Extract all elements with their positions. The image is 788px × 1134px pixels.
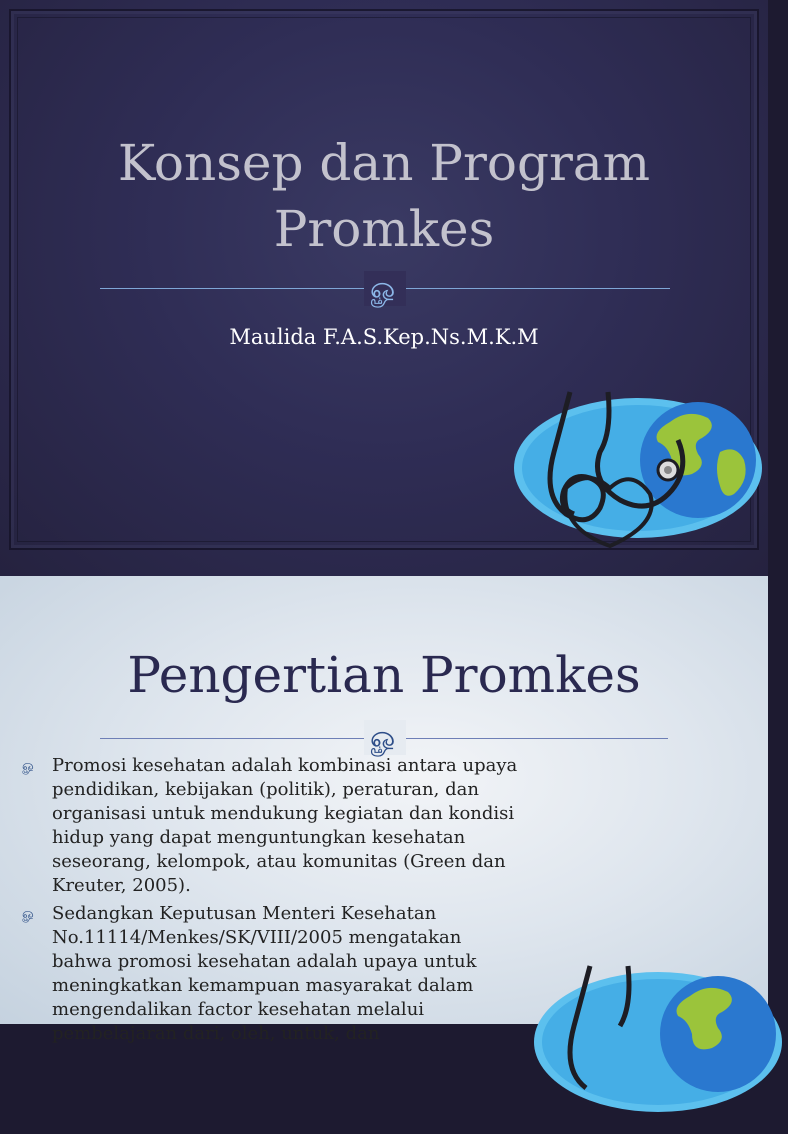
bullet-ornament-icon: ௐ [22, 758, 36, 774]
list-item [22, 754, 522, 898]
slide-title-line-1: Konsep dan Program [117, 134, 651, 192]
slide-title-line-2: Promkes [273, 200, 495, 258]
stethoscope-globe-icon [530, 966, 788, 1134]
stethoscope-globe-icon [510, 392, 768, 560]
slide-title: Pengertian Promkes [127, 646, 641, 704]
divider-ornament-icon: ௐ [352, 274, 418, 304]
bullet-list [22, 754, 522, 1050]
divider-ornament-icon: ௐ [352, 723, 418, 753]
title-slide [0, 0, 768, 576]
content-slide [0, 576, 768, 1044]
bullet-text: Promosi kesehatan adalah kombinasi antara upaya pendidikan, kebijakan (politik), peraturan, dan organisasi untuk mendukung kegiatan dan kondisi hidup yang dapat menguntungkan kesehatan seseorang, kelompok, atau komunitas (Green dan Kreuter, 2005). [52, 755, 518, 896]
list-item [22, 902, 522, 1046]
slide-title [0, 130, 768, 262]
bullet-ornament-icon: ௐ [22, 906, 36, 922]
bullet-text: Sedangkan Keputusan Menteri Kesehatan No.11114/Menkes/SK/VIII/2005 mengatakan bahwa promosi kesehatan adalah upaya untuk meningkatkan kemampuan masyarakat dalam mengendalikan factor kesehatan melalui pembelajaran dari, oleh, untuk, dan [52, 903, 477, 1044]
author-name: Maulida F.A.S.Kep.Ns.M.K.M [229, 325, 539, 349]
